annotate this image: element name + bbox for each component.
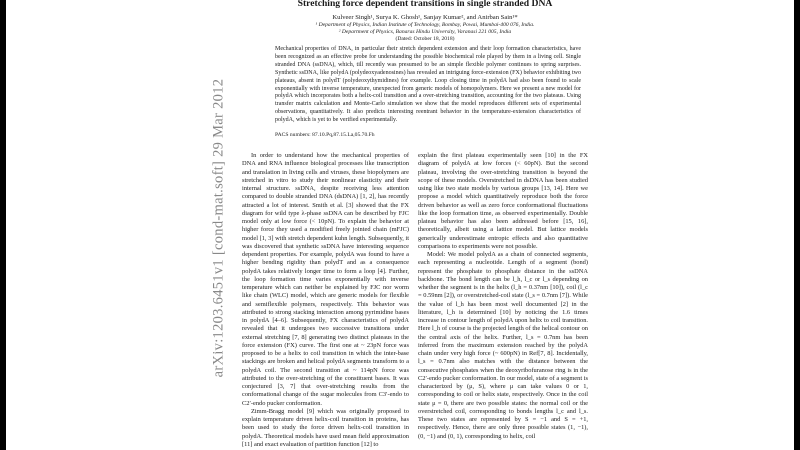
author-list: Kulveer Singh¹, Surya K. Ghosh¹, Sanjay Kumar², and Anirban Sain¹* [332, 14, 518, 21]
paragraph: explain the first plateau experimentally seen [10] in the FX diagram of polydA at low forces (< 60pN). But the second plateau, involving the over-stretching transition is beyond the scope of these models. Overstretched in dsDNA has been studied using like two state models by various groups [13, 14]. Here we propose a model which quantitatively reproduce both the force driven behavior as well as zero force conformational fluctuations like the loop formation time, as observed experimentally. Double plateau behavior has also been addressed before [15, 16], theoretically, albeit using a lattice model. But lattice models generically underestimate entropic effects and also quantitative comparisons to experiments were not possible. [418, 152, 588, 250]
right-black-bar [794, 0, 800, 450]
paragraph: Zimm-Bragg model [9] which was originally proposed to explain temperature driven helix-coil transition in proteins, has been used to study the force driven helix-coil transition in polydA. Theoretical models have used mean field approximation [11] and exact evaluation of partition function [12] to [242, 407, 409, 448]
body-left-column [242, 152, 409, 449]
paper-title: Stretching force dependent transitions in single stranded DNA [297, 0, 553, 9]
paper-header [240, 0, 610, 43]
left-black-bar [0, 0, 6, 450]
arxiv-identifier: arXiv:1203.6451v1 [cond-mat.soft] 29 Mar 2012 [210, 78, 227, 378]
affiliation-1: ¹ Department of Physics, Indian Institute of Technology, Bombay, Powai, Mumbai-400 076, India. [315, 22, 535, 28]
pacs-numbers: PACS numbers: 87.10.Pq,87.15.La,05.70.Fh [275, 132, 375, 138]
date-line: (Dated: October 18, 2018) [395, 36, 455, 42]
affiliation-2: ² Department of Physics, Banaras Hindu University, Varanasi 221 005, India [338, 29, 512, 35]
abstract: Mechanical properties of DNA, in particular their stretch dependent extension and their loop formation characteristics, have been recognized as an effective probe for understanding the possible biochemical role played by them in a living cell. Single stranded DNA (ssDNA), which, till recently was presumed to be an simple flexible polymer continues to spring surprises. Synthetic ssDNA, like polydA (polydeoxyadenosines) has revealed an intriguing force-extension (FX) behavior exhibiting two plateaus, absent in polydT (polydeoxythymidines) for example. Loop closing time in polydA had also been found to scale exponentially with inverse temperature, unexpected from generic models of homopolymers. Here we present a new model for polydA which incorporates both a helix-coil transition and a over-stretching transition, accounting for the two plateaus. Using transfer matrix calculation and Monte-Carlo simulation we show that the model reproduces different sets of experimental observations, quantitatively. It also predicts interesting reentrant behavior in the temperature-extension characteristics of polydA, which is yet to be verified experimentally. [275, 46, 581, 124]
paragraph: In order to understand how the mechanical properties of DNA and RNA influence biological processes like transcription and translation in living cells and viruses, these biopolymers are stretched in vitro to study their nonlinear elasticity and their internal structure. ssDNA, despite receiving less attention compared to double stranded DNA (dsDNA) [1, 2], has recently attracted a lot of interest. Smith et al. [3] showed that the FX diagram for wild type λ-phase ssDNA can be described by FJC model only at low force (< 10pN). To explain the behavior at higher force they used a modified freely jointed chain (mFJC) model [1, 3] with stretch dependent kuhn length. Subsequently, it was discovered that synthetic ssDNA have interesting sequence dependent properties. For example, polydA was found to have a higher bending rigidity than polydT and as a consequence polydA takes relatively longer time to form a loop [4]. Further, the loop formation time varies exponentially with inverse temperature which can neither be explained by FJC nor worm like chain (WLC) model, which are generic models for flexible and semiflexible polymers, respectively. This behavior was attributed to strong stacking interaction among pyrimidine bases in polydA [4–6]. Subsequently, FX characteristics of polydA revealed that it undergoes two successive transitions under external stretching [7, 8] generating two distinct plateaus in the force extension (FX) curve. The first one at ~ 23pN force was proposed to be a helix to coil transition in which the inter-base stackings are broken and helical polydA segments transform to a polydA coil. The second transition at ~ 114pN force was attributed to the over-stretching of the constituent bases. It was conjectured [3, 7] that over-stretching results from the conformational change of the sugar molecules from C3′-endo to C2′-endo pucker conformation. [242, 152, 409, 407]
paragraph: Model: We model polydA as a chain of connected segments, each representing a nucleotide. Length of a segment (bond) represent the phosphate to phosphate distance in the ssDNA backbone. The bond length can be l_h, l_c or l_s depending on whether the segment is in the helix (l_h = 0.37nm [10]), coil (l_c = 0.59nm [2]), or overstretched-coil state (l_s = 0.7nm [7]). While the value of l_h has been most well documented [2] in the literature, l_h is determined [10] by noticing the 1.6 times increase in contour length of polydA upon helix to coil transition. Here l_h of course is the projected length of the helical contour on the central axis of the helix. Further, l_s = 0.7nm has been inferred from the maximum extension reached by the polydA chain under very high force (~ 600pN) in Ref[7, 8]. Incidentally, l_s = 0.7nm also matches with the distance between the consecutive phosphates when the deoxyribofuranose ring is in the C2′-endo pucker conformation. In our model, state of a segment is characterized by (μ, S), where μ can take values 0 or 1, corresponding to coil or helix state, respectively. Once in the coil state μ = 0, there are two possible states: the normal coil or the overstretched coil, corresponding to bonds lengths l_c and l_s. These two states are represented by S = −1 and S = +1, respectively. Hence, there are only three possible states (1, −1), (0, −1) and (0, 1), corresponding to helix, coil [418, 251, 588, 440]
body-right-column [418, 152, 588, 441]
